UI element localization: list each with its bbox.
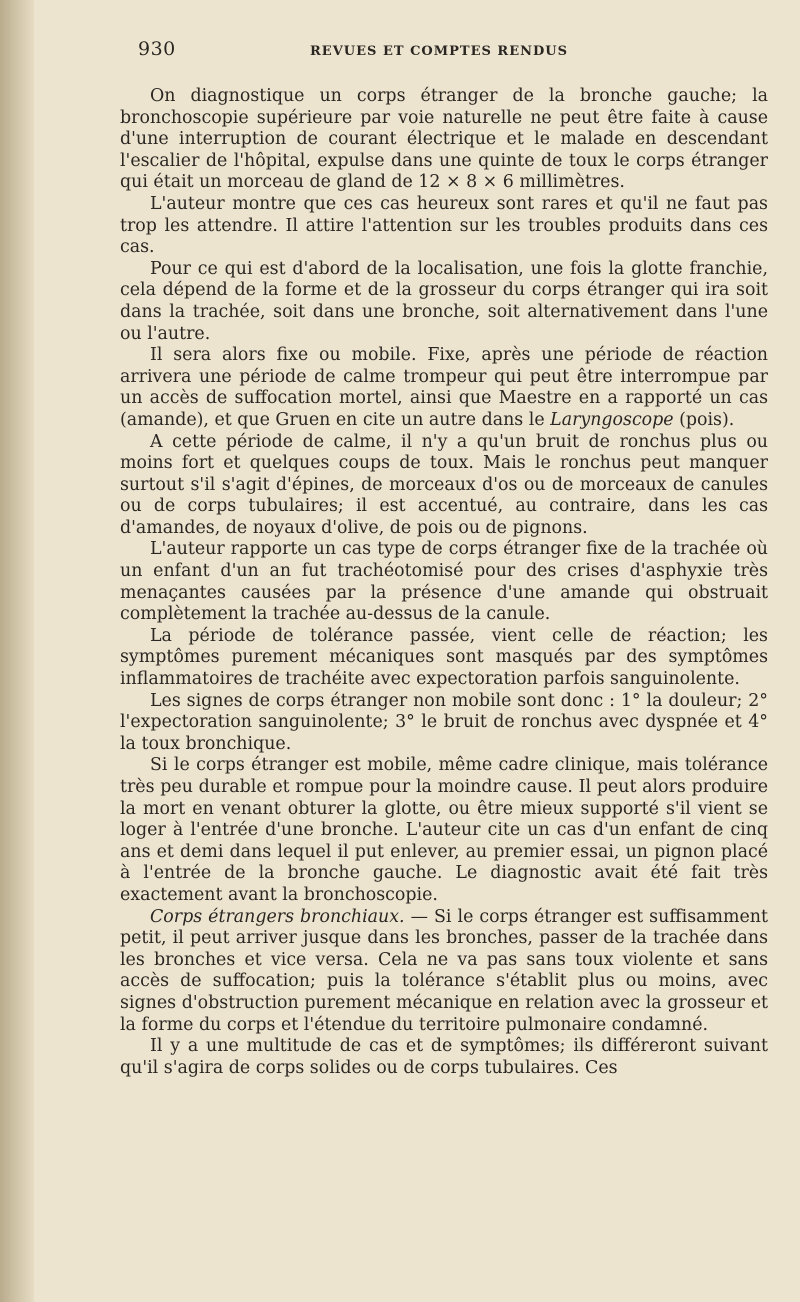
paragraph-text: Il sera alors fixe ou mobile. Fixe, après une période de réaction arrivera une période de calme trompeur qui peut être interrompue par un accès de suffocation mortel, ainsi que Maestre en a rapporté un cas (amande), et que Gruen en cite un autre dans le — [120, 345, 768, 430]
paragraph: Il y a une multitude de cas et de symptômes; ils différeront suivant qu'il s'agira de corps solides ou de corps tubulaires. Ces — [120, 1036, 768, 1078]
paragraph: Si le corps étranger est mobile, même cadre clinique, mais tolérance très peu durable et rompue pour la moindre cause. Il peut alors produire la mort en venant obturer la glotte, ou être mieux supporté s'il vient se loger à l'entrée d'une bronche. L'auteur cite un cas d'un enfant de cinq ans et demi dans lequel il put enlever, au premier essai, un pignon placé à l'entrée de la bronche gauche. Le diagnostic avait été fait très exactement avant la bronchoscopie. — [120, 755, 768, 905]
section-lead-title: Corps étrangers bronchiaux. — [150, 906, 405, 927]
body-text — [120, 86, 768, 1079]
paragraph — [120, 345, 768, 431]
journal-title: Laryngoscope — [550, 409, 674, 430]
running-title: REVUES ET COMPTES RENDUS — [310, 44, 568, 59]
paragraph: L'auteur montre que ces cas heureux sont rares et qu'il ne faut pas trop les attendre. Il attire l'attention sur les troubles produits dans ces cas. — [120, 193, 768, 258]
paragraph: Pour ce qui est d'abord de la localisation, une fois la glotte franchie, cela dépend de la forme et de la grosseur du corps étranger qui ira soit dans la trachée, soit dans une bronche, soit alternativement dans l'une ou l'autre. — [120, 258, 768, 344]
page-header — [120, 38, 768, 64]
paragraph: Les signes de corps étranger non mobile sont donc : 1° la douleur; 2° l'expectoration sanguinolente; 3° le bruit de ronchus avec dyspnée et 4° la toux bronchique. — [120, 690, 768, 754]
document-page — [120, 38, 768, 1079]
paragraph: L'auteur rapporte un cas type de corps étranger fixe de la trachée où un enfant d'un an fut trachéotomisé pour des crises d'asphyxie très menaçantes causées par la présence d'une amande qui obstruait complètement la trachée au-dessus de la canule. — [120, 539, 768, 625]
page-binding-edge — [0, 0, 34, 1302]
paragraph: La période de tolérance passée, vient celle de réaction; les symptômes purement mécaniques sont masqués par des symptômes inflammatoires de trachéite avec expectoration parfois sanguinolente. — [120, 625, 768, 690]
page-number: 930 — [138, 38, 176, 60]
paragraph-text: (pois). — [673, 409, 735, 430]
paragraph-text: — Si le corps étranger est suffisamment petit, il peut arriver jusque dans les bronches, passer de la trachée dans les bronches et vice versa. Cela ne va pas sans toux violente et sans accès de suffocation; puis la tolérance s'établit plus ou moins, avec signes d'obstruction purement mécanique en relation avec la grosseur et la forme du corps et l'étendue du territoire pulmonaire condamné. — [120, 906, 768, 1035]
paragraph: A cette période de calme, il n'y a qu'un bruit de ronchus plus ou moins fort et quelques coups de toux. Mais le ronchus peut manquer surtout s'il s'agit d'épines, de morceaux d'os ou de morceaux de canules ou de corps tubulaires; il est accentué, au contraire, dans les cas d'amandes, de noyaux d'olive, de pois ou de pignons. — [120, 431, 768, 538]
paragraph: On diagnostique un corps étranger de la bronche gauche; la bronchoscopie supérieure par voie naturelle ne peut être faite à cause d'une interruption de courant électrique et le malade en descendant l'escalier de l'hôpital, expulse dans une quinte de toux le corps étranger qui était un morceau de gland de 12 × 8 × 6 millimètres. — [120, 86, 768, 193]
paragraph — [120, 907, 768, 1037]
